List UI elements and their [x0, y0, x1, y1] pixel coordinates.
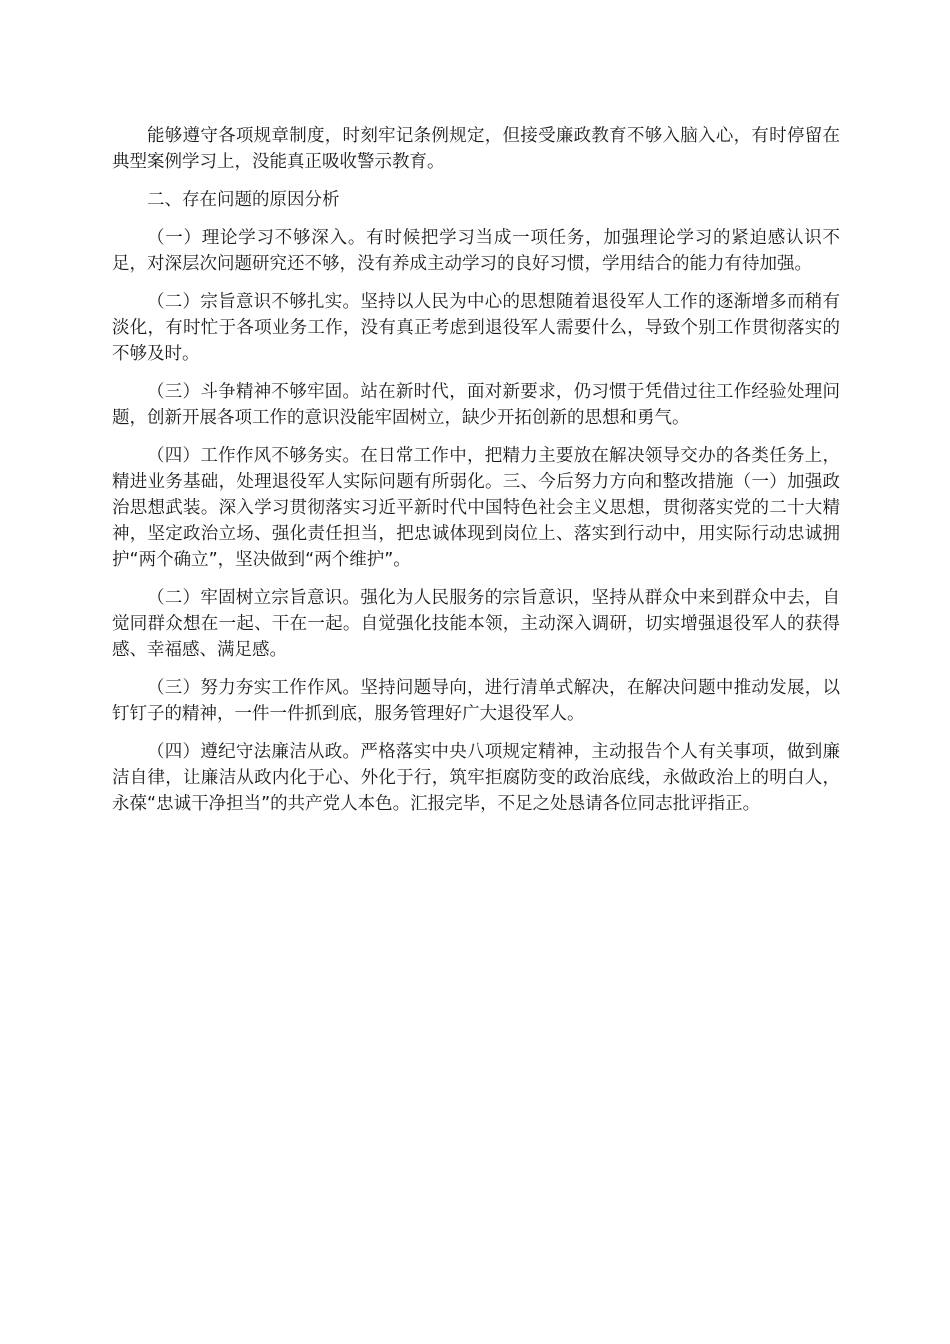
paragraph-work-style: （四）工作作风不够务实。在日常工作中，把精力主要放在解决领导交办的各类任务上，精进业务基础，处理退役军人实际问题有所弱化。三、今后努力方向和整改措施（一）加强政治思想武装。深入学习贯彻落实习近平新时代中国特色社会主义思想，贯彻落实党的二十大精神，坚定政治立场、强化责任担当，把忠诚体现到岗位上、落实到行动中，用实际行动忠诚拥护“两个确立”，坚决做到“两个维护”。 [112, 446, 840, 570]
paragraph-continuation: 能够遵守各项规章制度，时刻牢记条例规定，但接受廉政教育不够入脑入心，有时停留在典型案例学习上，没能真正吸收警示教育。 [112, 126, 840, 172]
document-body [112, 123, 840, 829]
paragraph-purpose-awareness: （二）宗旨意识不够扎实。坚持以人民为中心的思想随着退役军人工作的逐渐增多而稍有淡化，有时忙于各项业务工作，没有真正考虑到退役军人需要什么，导致个别工作贯彻落实的不够及时。 [112, 292, 840, 364]
paragraph-purpose-consolidation: （二）牢固树立宗旨意识。强化为人民服务的宗旨意识，坚持从群众中来到群众中去，自觉同群众想在一起、干在一起。自觉强化技能本领，主动深入调研，切实增强退役军人的获得感、幸福感、满足感。 [112, 588, 840, 660]
section-heading-cause-analysis: 二、存在问题的原因分析 [147, 190, 340, 210]
paragraph-theory-study: （一）理论学习不够深入。有时候把学习当成一项任务，加强理论学习的紧迫感认识不足，对深层次问题研究还不够，没有养成主动学习的良好习惯，学用结合的能力有待加强。 [112, 228, 840, 274]
paragraph-struggle-spirit: （三）斗争精神不够牢固。站在新时代，面对新要求，仍习惯于凭借过往工作经验处理问题，创新开展各项工作的意识没能牢固树立，缺少开拓创新的思想和勇气。 [112, 382, 840, 428]
paragraph-integrity: （四）遵纪守法廉洁从政。严格落实中央八项规定精神，主动报告个人有关事项，做到廉洁自律，让廉洁从政内化于心、外化于行，筑牢拒腐防变的政治底线，永做政治上的明白人，永葆“忠诚干净担当”的共产党人本色。汇报完毕，不足之处恳请各位同志批评指正。 [112, 742, 840, 814]
paragraph-work-style-improvement: （三）努力夯实工作作风。坚持问题导向，进行清单式解决，在解决问题中推动发展，以钉钉子的精神，一件一件抓到底，服务管理好广大退役军人。 [112, 678, 840, 724]
